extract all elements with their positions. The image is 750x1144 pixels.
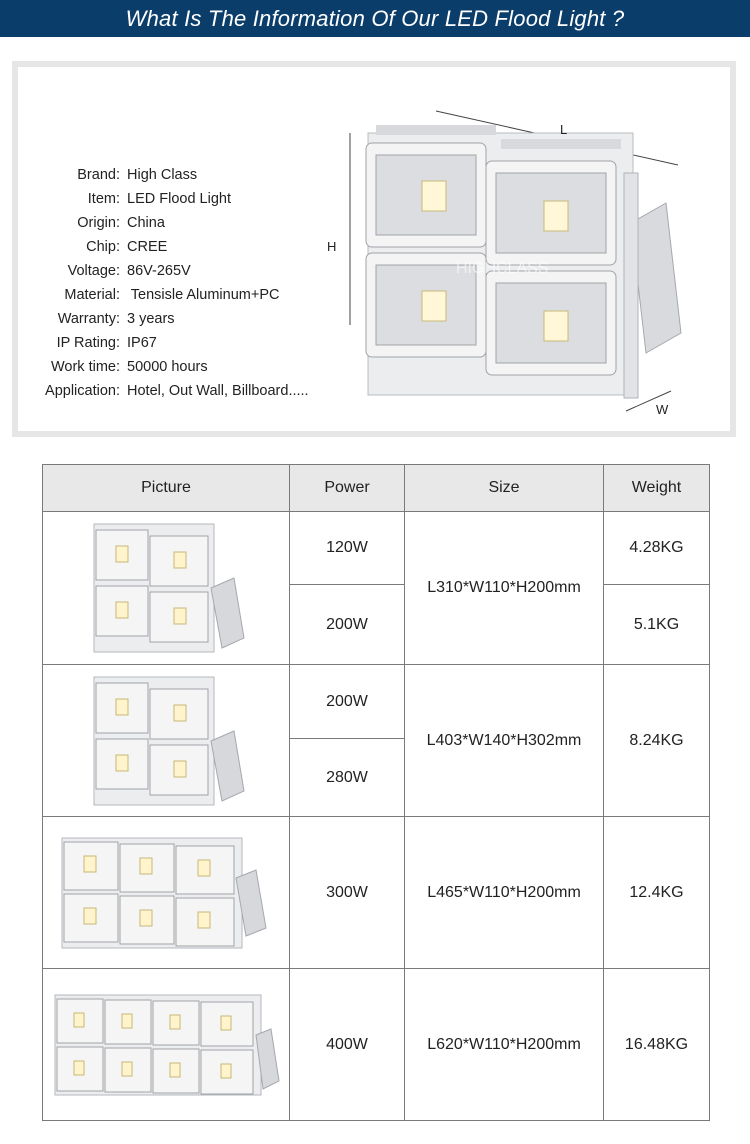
- spec-label: Application:: [45, 383, 120, 399]
- spec-label: Work time:: [50, 359, 120, 375]
- spec-value: LED Flood Light: [127, 191, 231, 207]
- header-banner: [0, 0, 750, 37]
- spec-value: 86V-265V: [127, 263, 191, 279]
- info-panel: [12, 61, 736, 437]
- spec-label: Item:: [87, 191, 120, 207]
- spec-value: Tensisle Aluminum+PC: [127, 287, 280, 303]
- product-image: [336, 103, 726, 423]
- table-row: [43, 665, 710, 739]
- spec-value: IP67: [127, 335, 157, 351]
- product-thumbnail-4-module-small: [43, 512, 290, 665]
- weight-cell: 12.4KG: [604, 817, 710, 969]
- width-label: W: [656, 402, 669, 417]
- size-cell: L403*W140*H302mm: [405, 665, 604, 817]
- product-thumbnail-4-module-large: [43, 665, 290, 817]
- spec-label: Chip:: [86, 239, 120, 255]
- weight-cell: 4.28KG: [604, 512, 710, 585]
- power-cell: 300W: [290, 817, 405, 969]
- power-cell: 200W: [290, 585, 405, 665]
- spec-label: IP Rating:: [56, 335, 120, 351]
- weight-cell: 5.1KG: [604, 585, 710, 665]
- power-cell: 400W: [290, 969, 405, 1121]
- power-cell: 200W: [290, 665, 405, 739]
- length-label: L: [560, 122, 568, 137]
- spec-label: Origin:: [77, 215, 120, 231]
- height-label: H: [327, 239, 337, 254]
- weight-cell: 8.24KG: [604, 665, 710, 817]
- spec-label: Material:: [64, 287, 120, 303]
- size-cell: L620*W110*H200mm: [405, 969, 604, 1121]
- weight-header: Weight: [604, 465, 710, 512]
- power-cell: 120W: [290, 512, 405, 585]
- size-header: Size: [405, 465, 604, 512]
- weight-cell: 16.48KG: [604, 969, 710, 1121]
- size-cell: L465*W110*H200mm: [405, 817, 604, 969]
- table-header-row: [43, 465, 710, 512]
- spec-label: Brand:: [77, 167, 120, 183]
- spec-row-origin: [32, 211, 309, 235]
- spec-value: Hotel, Out Wall, Billboard.....: [127, 383, 309, 399]
- spec-row-application: [32, 379, 309, 403]
- spec-label: Warranty:: [57, 311, 120, 327]
- spec-row-ip-rating: [32, 331, 309, 355]
- size-cell: L310*W110*H200mm: [405, 512, 604, 665]
- table-row: [43, 817, 710, 969]
- spec-value: High Class: [127, 167, 198, 183]
- spec-value: China: [127, 215, 165, 231]
- watermark: HIGHCLASS: [456, 260, 549, 277]
- table-row: [43, 512, 710, 585]
- product-thumbnail-8-module: [43, 969, 290, 1121]
- spec-list: [32, 163, 309, 403]
- spec-row-brand: [32, 163, 309, 187]
- spec-value: 3 years: [127, 311, 175, 327]
- spec-table: [42, 464, 710, 1121]
- spec-row-chip: [32, 235, 309, 259]
- spec-row-item: [32, 187, 309, 211]
- spec-row-voltage: [32, 259, 309, 283]
- power-header: Power: [290, 465, 405, 512]
- spec-label: Voltage:: [67, 263, 120, 279]
- picture-header: Picture: [43, 465, 290, 512]
- spec-row-material: [32, 283, 309, 307]
- power-cell: 280W: [290, 739, 405, 817]
- spec-row-work-time: [32, 355, 309, 379]
- spec-value: CREE: [127, 239, 168, 255]
- table-row: [43, 969, 710, 1121]
- led-module: [366, 143, 616, 375]
- page-title: What Is The Information Of Our LED Flood Light ?: [125, 5, 625, 31]
- product-thumbnail-6-module: [43, 817, 290, 969]
- spec-value: 50000 hours: [127, 359, 208, 375]
- spec-row-warranty: [32, 307, 309, 331]
